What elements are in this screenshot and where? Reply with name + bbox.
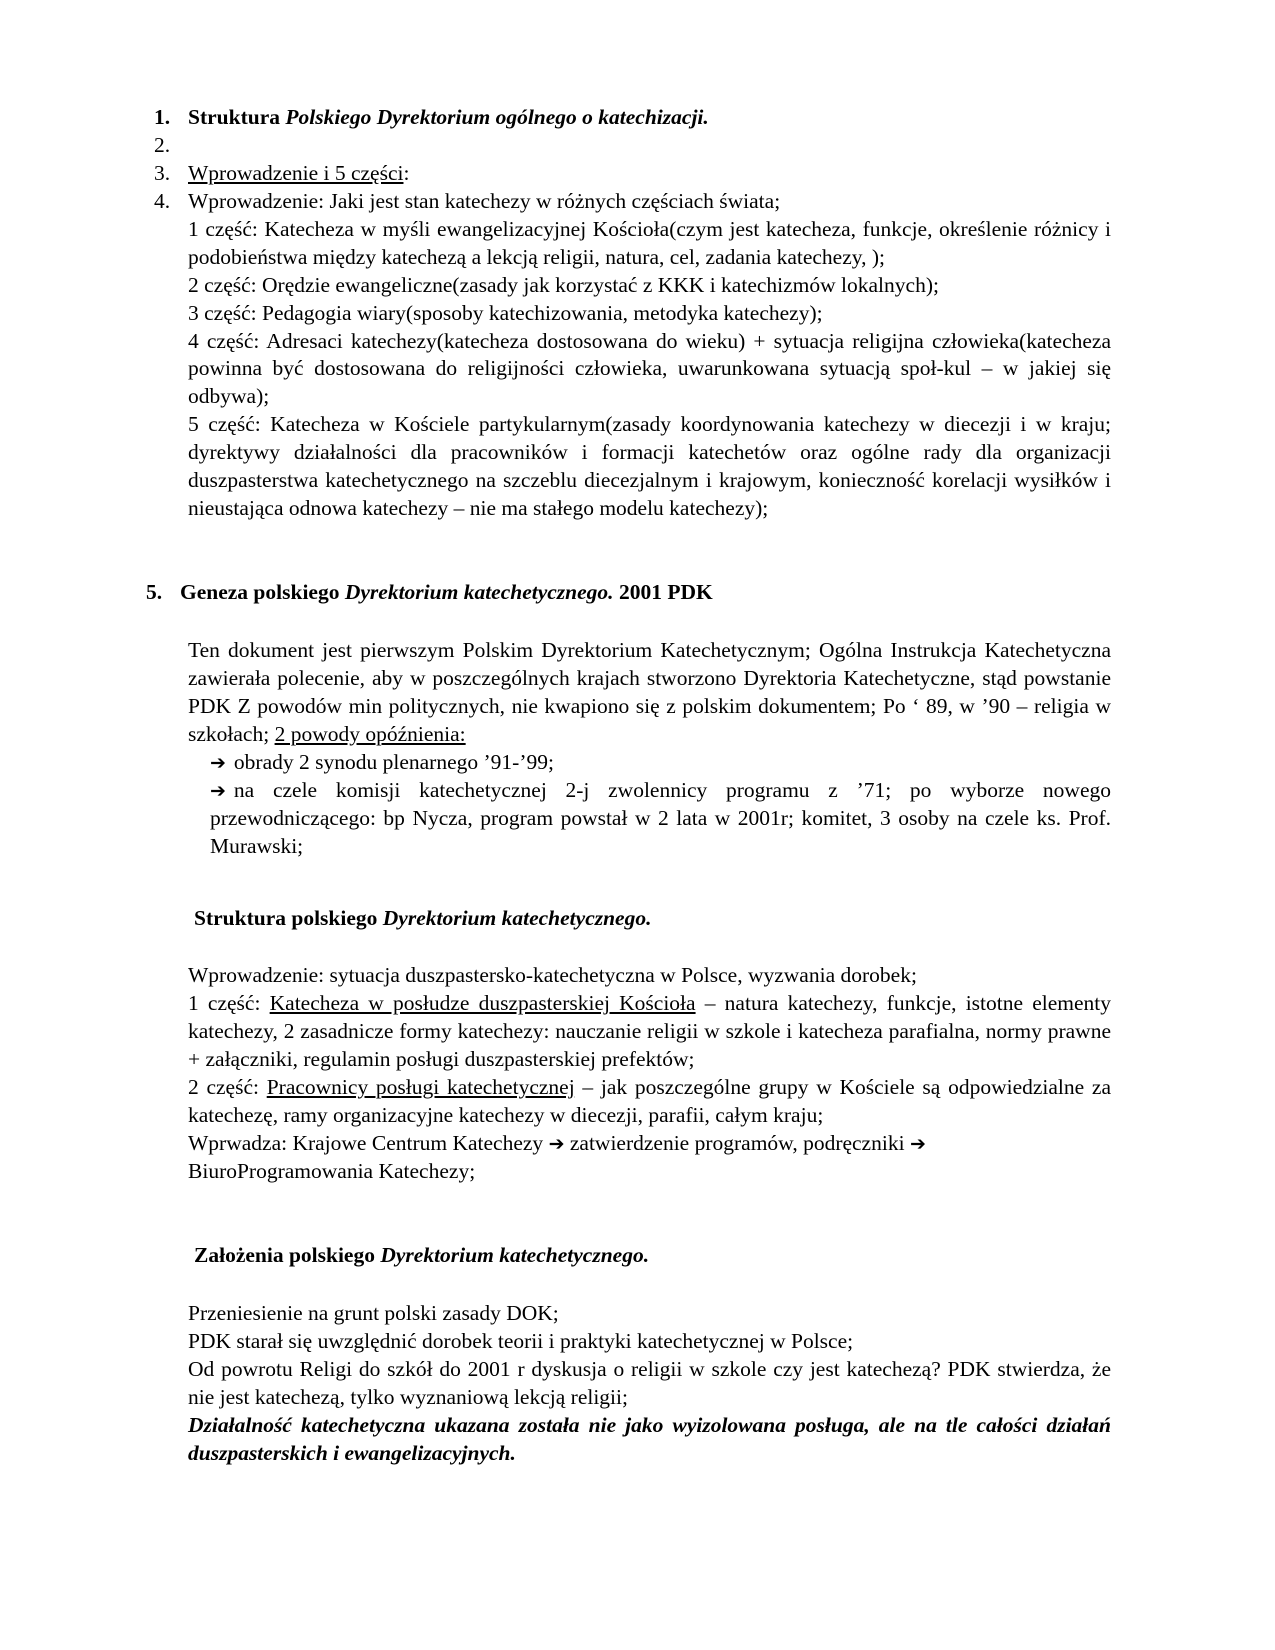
wprwadza-lead: Wprwadza: Krajowe Centrum Katechezy: [188, 1131, 549, 1156]
geneza-paragraph-underlined: 2 powody opóźnienia:: [274, 721, 466, 746]
spacer-after-zalozenia-heading: [188, 1270, 1111, 1300]
struktura-part-1-rest: – natura katechezy, funkcje, istotne elementy katechezy, 2 zasadnicze formy katechezy: nauczanie religii w szkole i katecheza parafialna, normy prawne + załączniki, regulamin posługi duszpasterskiej prefektów;: [188, 991, 1111, 1072]
part-line-4: 4 część: Adresaci katechezy(katecheza dostosowana do wieku) + sytuacja religijna człowieka(katecheza powinna być dostosowana do religijności człowieka, uwarunkowana sytuacją społ-kul – w jakiej się odbywa);: [188, 328, 1111, 409]
geneza-heading-emphasis: Dyrektorium katechetycznego.: [344, 580, 614, 605]
part-line-2: 2 część: Orędzie ewangeliczne(zasady jak korzystać z KKK i katechizmów lokalnych);: [188, 272, 939, 297]
zalozenia-line-3: Od powrotu Religi do szkół do 2001 r dyskusja o religii w szkole czy jest katechezą? PDK stwierdza, że nie jest katechezą, tylko wyznaniową lekcją religii;: [188, 1356, 1111, 1409]
struktura-intro-line: Wprowadzenie: sytuacja duszpastersko-katechetyczna w Polsce, wyzwania dorobek;: [188, 963, 917, 988]
geneza-marker: 5.: [146, 580, 163, 605]
geneza-arrow-text-2: na czele komisji katechetycznej 2-j zwolennicy programu z ’71; po wyborze nowego przewodniczącego: bp Nycza, program powstał w 2 lata w 2001r; komitet, 3 osoby na czele ks. Prof. Murawski;: [210, 777, 1111, 858]
outline-marker-1: 1.: [154, 105, 171, 129]
struktura-block: [188, 905, 1111, 1186]
arrow-right-icon: ➔: [548, 1133, 565, 1156]
outline-item-1: [146, 104, 1111, 132]
parts-block: [188, 216, 1111, 523]
outline-text-4: Wprowadzenie: Jaki jest stan katechezy w różnych częściach świata;: [188, 188, 781, 213]
outline-item-2: [146, 132, 1111, 160]
geneza-heading: [146, 579, 1111, 607]
part-line-3: 3 część: Pedagogia wiary(sposoby katechizowania, metodyka katechezy);: [188, 300, 823, 325]
zalozenia-block: [188, 1242, 1111, 1468]
outline-marker-2: 2.: [154, 132, 171, 157]
outline-item-4: [146, 188, 1111, 216]
arrow-right-icon: ➔: [909, 1133, 926, 1156]
struktura-part-1-label: 1 część:: [188, 991, 270, 1016]
outline-item-1-emphasis: Polskiego Dyrektorium ogólnego o katechizacji.: [285, 105, 709, 129]
geneza-arrow-item-2: [188, 777, 1111, 861]
spacer-after-geneza-heading: [146, 607, 1111, 637]
outline-item-1-lead: Struktura: [188, 105, 286, 129]
outline-item-3: [146, 160, 1111, 188]
spacer-before-zalozenia: [146, 1186, 1111, 1242]
struktura-heading-emphasis: Dyrektorium katechetycznego.: [382, 905, 652, 930]
zalozenia-heading-lead: Założenia polskiego: [194, 1242, 381, 1267]
zalozenia-line-2: PDK starał się uwzględnić dorobek teorii i praktyki katechetycznej w Polsce;: [188, 1328, 854, 1353]
geneza-body: [188, 637, 1111, 861]
spacer-before-struktura: [146, 861, 1111, 905]
geneza-paragraph-lead: Ten dokument jest pierwszym Polskim Dyrektorium Katechetycznym; Ogólna Instrukcja Katechetyczna zawierała polecenie, aby w poszczególnych krajach stworzono Dyrektoria Katechetyczne, stąd powstanie PDK Z powodów min politycznych, nie kwapiono się z polskim dokumentem; Po ‘ 89, w ’90 – religia w szkołach;: [188, 638, 1111, 746]
part-line-1: 1 część: Katecheza w myśli ewangelizacyjnej Kościoła(czym jest katecheza, funkcje, określenie różnicy i podobieństwa między katechezą a lekcją religii, natura, cel, zadania katechezy, );: [188, 216, 1111, 269]
outline-item-3-tail: :: [403, 160, 410, 185]
spacer-after-struktura-heading: [188, 932, 1111, 962]
zalozenia-heading-emphasis: Dyrektorium katechetycznego.: [380, 1242, 650, 1267]
zalozenia-heading: [188, 1242, 1111, 1270]
arrow-right-icon: ➔: [210, 779, 226, 802]
struktura-part-2-label: 2 część:: [188, 1075, 267, 1100]
struktura-part-1: [188, 990, 1111, 1074]
document-body: [146, 104, 1111, 1468]
geneza-arrow-item-1: [188, 749, 1111, 777]
spacer-before-geneza: [146, 523, 1111, 579]
geneza-arrow-text-1: obrady 2 synodu plenarnego ’91-’99;: [233, 749, 554, 774]
arrow-right-icon: ➔: [210, 751, 226, 774]
struktura-wprwadza-tail: BiuroProgramowania Katechezy;: [188, 1159, 476, 1183]
part-line-5: 5 część: Katecheza w Kościele partykularnym(zasady koordynowania katechezy w diecezji i w kraju; dyrektywy działalności dla pracowników i formacji katechetów oraz ogólne rady dla organizacji duszpasterstwa katechetycznego na szczeblu diecezjalnym i krajowym, konieczność korelacji wysiłków i nieustająca odnowa katechezy – nie ma stałego modelu katechezy);: [188, 412, 1111, 521]
outline-marker-4: 4.: [154, 188, 171, 213]
struktura-part-2-rest: – jak poszczególne grupy w Kościele są odpowiedzialne za katechezę, ramy organizacyjne katechezy w diecezji, parafii, całym kraju;: [188, 1075, 1111, 1128]
struktura-wprwadza-line: [188, 1130, 1111, 1158]
struktura-heading-lead: Struktura polskiego: [194, 905, 383, 930]
geneza-heading-lead: Geneza polskiego: [180, 580, 345, 605]
geneza-heading-tail: 2001 PDK: [613, 580, 713, 605]
struktura-part-1-underlined: Katecheza w posłudze duszpasterskiej Kościoła: [269, 991, 696, 1016]
struktura-heading: [188, 905, 1111, 933]
outline-text-1: [188, 104, 1111, 132]
outline-text-3: [188, 160, 1111, 188]
outline-item-3-underlined: Wprowadzenie i 5 części: [188, 160, 404, 185]
outline-marker-3: 3.: [154, 160, 171, 185]
zalozenia-closing-statement: Działalność katechetyczna ukazana została nie jako wyizolowana posługa, ale na tle całości działań duszpasterskich i ewangelizacyjnych.: [188, 1412, 1111, 1465]
wprwadza-mid: zatwierdzenie programów, podręczniki: [564, 1131, 910, 1156]
zalozenia-line-1: Przeniesienie na grunt polski zasady DOK;: [188, 1300, 559, 1325]
struktura-part-2-underlined: Pracownicy posługi katechetycznej: [266, 1075, 575, 1100]
struktura-part-2: [188, 1074, 1111, 1130]
geneza-paragraph: [188, 637, 1111, 749]
outline-list: [146, 104, 1111, 216]
